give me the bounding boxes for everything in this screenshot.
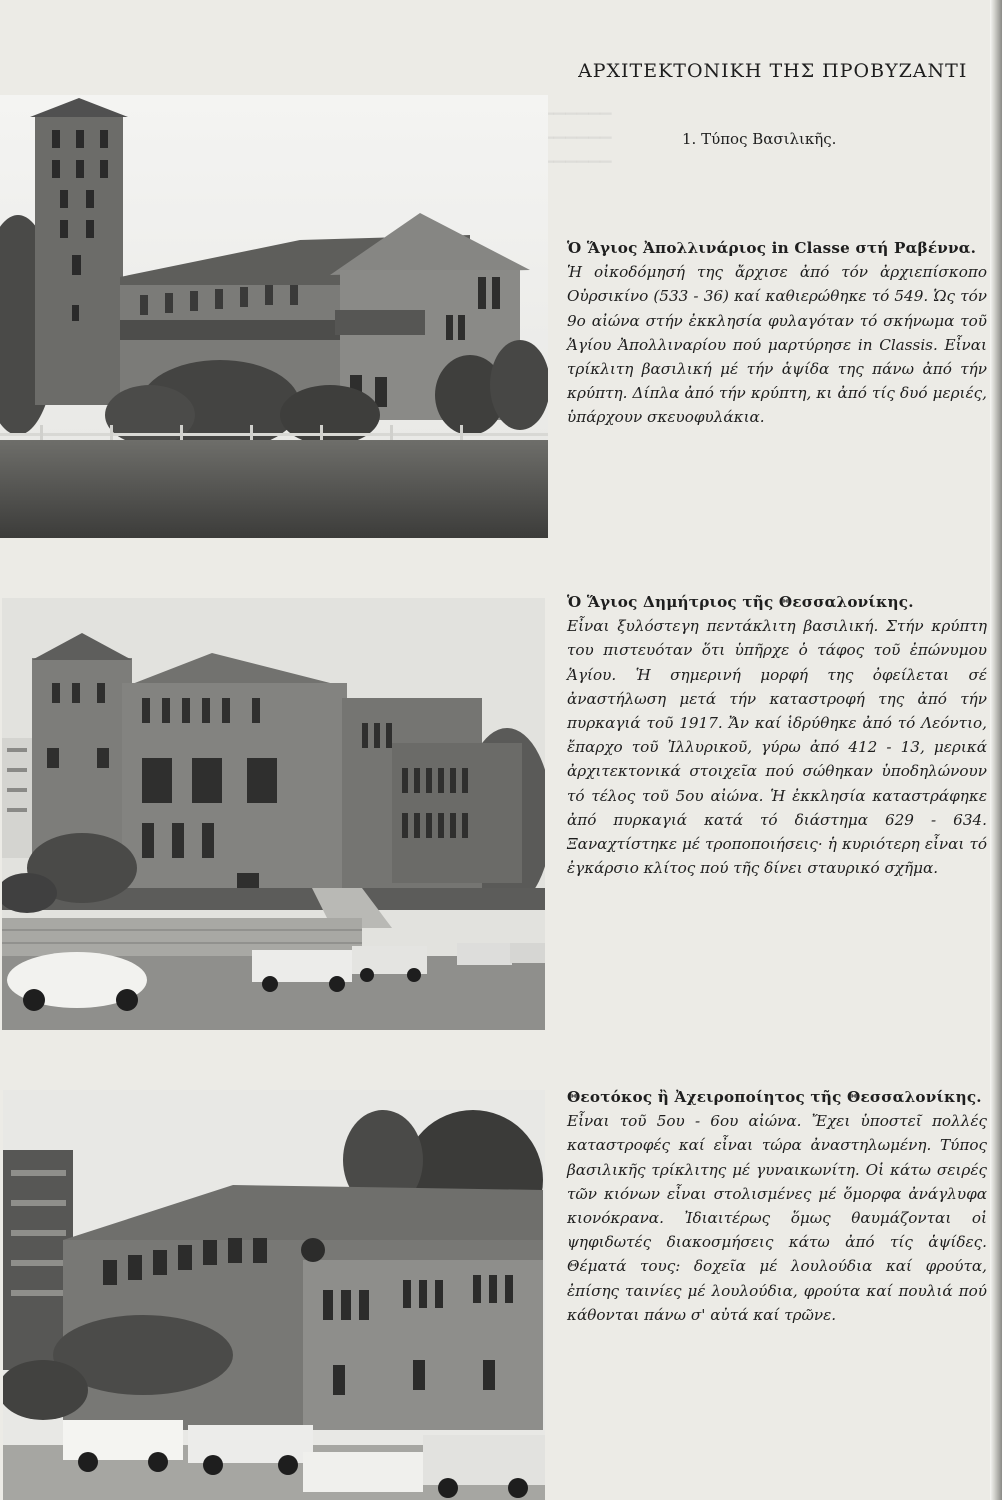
photo-hagios-demetrios [2,598,545,1030]
caption-body: Εἶναι ξυλόστεγη πεντάκλιτη βασιλική. Στήν κρύπτη του πιστευόταν ὅτι ὑπῆρχε ὁ τάφος τοῦ ἐπώνυμου Ἁγίου. Ἡ σημερινή μορφή της ὀφείλεται σέ ἀναστήλωση μετά τήν καταστροφή της ἀπό τήν πυρκαγιά τοῦ 1917. Ἄν καί ἱδρύθηκε ἀπό τό Λεόντιο, ἔπαρχο τοῦ Ἰλλυρικοῦ, γύρω ἀπό 412 - 13, μερικά ἀρχιτεκτονικά στοιχεῖα πού σώθηκαν ὑποδηλώνουν τό τέλος τοῦ 5ου αἰώνα. Ἡ ἐκκλησία καταστράφηκε ἀπό πυρκαγιά κατά τό διάστημα 629 - 634. Ξαναχτίστηκε μέ τροποποιήσεις· ἡ κυριότερη εἶναι τό ἐγκάρσιο κλίτος πού τῆς δίνει σταυρικό σχῆμα. [567,617,987,878]
caption-apollinare [567,236,987,430]
caption-demetrios [567,590,987,880]
caption-title: Ὁ Ἅγιος Ἀπολλινάριος in Classe στή Ραβέννα. [567,239,977,257]
section-heading: 1. Τύπος Βασιλικῆς. [682,130,837,148]
photo-acheiropoietos [3,1090,545,1500]
caption-title: Ὁ Ἅγιος Δημήτριος τῆς Θεσσαλονίκης. [567,593,914,611]
caption-body: Ἡ οἰκοδόμησή της ἄρχισε ἀπό τόν ἀρχιεπίσκοπο Οὐρσικίνο (533 - 36) καί καθιερώθηκε τό 549. Ὡς τόν 9ο αἰώνα στήν ἐκκλησία φυλαγόταν τό σκήνωμα τοῦ Ἁγίου Ἀπολλιναρίου πού μαρτύρησε in Classis. Εἶναι τρίκλιτη βασιλική μέ τήν ἁψίδα της πάνω ἀπό τήν κρύπτη. Δίπλα ἀπό τήν κρύπτη, κι ἀπό τίς δυό μεριές, ὑπάρχουν σκευοφυλάκια. [567,263,987,427]
caption-acheiropoietos [567,1085,987,1327]
photo-sant-apollinare-in-classe [0,95,548,538]
page-binding-edge [990,0,1002,1500]
page-header: ΑΡΧΙΤΕΚΤΟΝΙΚΗ ΤΗΣ ΠΡΟΒΥΖΑΝΤΙ [578,60,968,82]
caption-title: Θεοτόκος ἢ Ἀχειροποίητος τῆς Θεσσαλονίκης. [567,1088,982,1106]
caption-body: Εἶναι τοῦ 5ου - 6ου αἰώνα. Ἔχει ὑποστεῖ πολλές καταστροφές καί εἶναι τώρα ἀναστηλωμένη. Τύπος βασιλικῆς τρίκλιτης μέ γυναικωνίτη. Οἱ κάτω σειρές τῶν κιόνων εἶναι στολισμένες μέ ὅμορφα ἀνάγλυφα κιονόκρανα. Ἰδιαιτέρως ὅμως θαυμάζονται οἱ ψηφιδωτές διακοσμήσεις κάτω ἀπό τίς ἁψίδες. Θέματά τους: δοχεῖα μέ λουλούδια καί φρούτα, ἐπίσης ταινίες μέ λουλούδια, φρούτα καί πουλιά πού κάθονται πάνω σ' αὐτά καί τρῶνε. [567,1112,987,1324]
